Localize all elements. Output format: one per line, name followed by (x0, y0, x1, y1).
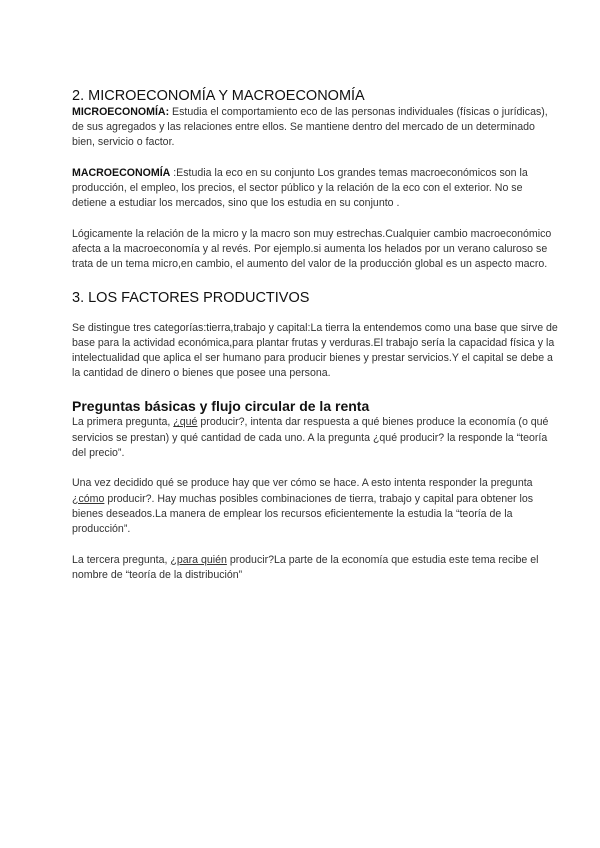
section-heading-preguntas: Preguntas básicas y flujo circular de la renta (72, 398, 370, 415)
text-segment: La primera pregunta, (72, 416, 174, 429)
term-macroeconomia: MACROECONOMÍA (72, 167, 171, 179)
text-segment: Una vez decidido qué se produce hay que ver cómo se hace. A esto intenta responder la pregunta (72, 477, 533, 490)
term-microeconomia: MICROECONOMÍA: (72, 106, 170, 118)
text-microeconomia: Estudia el comportamiento eco de las personas individuales (físicas o jurídicas), de sus agregados y las relaciones entre ellos. Se mantiene dentro del mercado de un determinado bien, servicio o factor. (72, 106, 548, 149)
text-segment: producir?. Hay muchas posibles combinaciones de tierra, trabajo y capital para obtener los bienes deseados.La manera de emplear los recursos eficientemente la estudia la “teoría de la producción”. (72, 492, 534, 536)
section-heading-factores: 3. LOS FACTORES PRODUCTIVOS (72, 289, 310, 306)
underlined-que: ¿qué (173, 416, 198, 429)
underlined-como: ¿cómo (72, 492, 105, 505)
paragraph-microeconomia (72, 105, 560, 151)
paragraph-relacion-micro-macro: Lógicamente la relación de la micro y la macro son muy estrechas.Cualquier cambio macroeconómico afecta a la macroeconomía y al revés. Por ejemplo.si aumenta los helados por un verano caluroso se trata de un tema micro,en cambio, el aumento del valor de la producción global es un aspecto macro. (72, 228, 552, 271)
underlined-para-quien: ¿para quién (170, 553, 227, 566)
text-segment: producir?La parte de la economía que estudia este tema recibe el nombre de “teoría de la distribución” (72, 553, 539, 581)
paragraph-factores: Se distingue tres categorías:tierra,trabajo y capital:La tierra la entendemos como una base que sirve de base para la actividad económica,para plantar frutas y verduras.El trabajo sería la capacidad física y la intelectualidad que aplica el ser humano para producir bienes y prestar servicios.Y el capital se debe a la cantidad de dinero o bienes que posee una persona. (72, 321, 558, 380)
text-segment: La tercera pregunta, (72, 553, 171, 566)
text-segment: producir?, intenta dar respuesta a qué bienes produce la economía (o qué servicios se prestan) y qué cantidad de cada uno. A la pregunta ¿qué producir? la responde la “teoría del precio”. (72, 416, 549, 459)
paragraph-que-producir (72, 415, 560, 461)
section-heading-micro-macro: 2. MICROECONOMÍA Y MACROECONOMÍA (72, 88, 365, 104)
paragraph-para-quien (72, 553, 560, 583)
paragraph-como-producir (72, 476, 560, 537)
paragraph-macroeconomia (72, 166, 560, 212)
text-macroeconomia: :Estudia la eco en su conjunto Los grandes temas macroeconómicos son la producción, el empleo, los precios, el sector público y la relación de la eco con el exterior. No se detiene a estudiar los mercados, sino que los estudia en su conjunto . (72, 167, 528, 210)
